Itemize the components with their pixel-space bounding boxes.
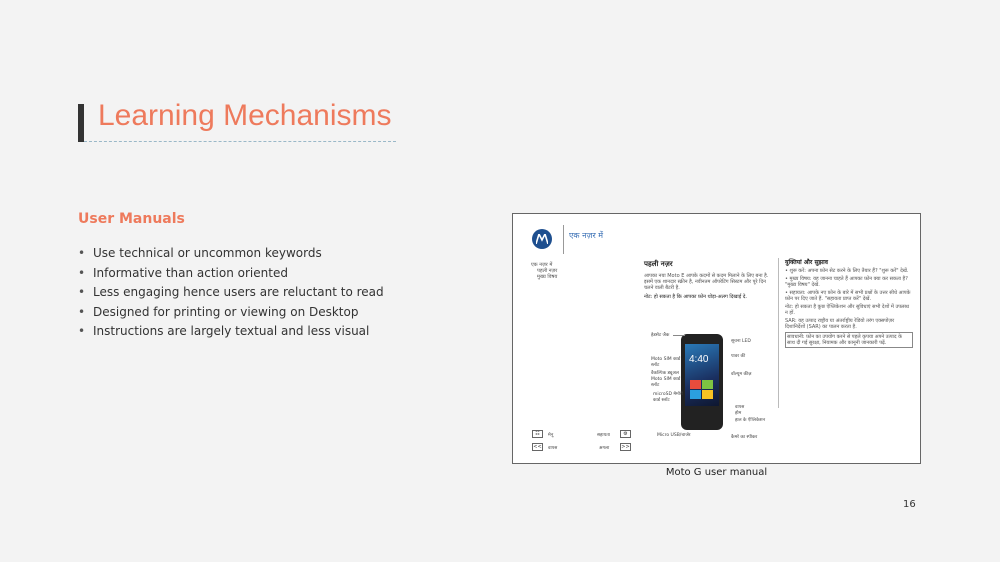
label-home: होम (735, 411, 742, 416)
back-icon[interactable]: << (533, 444, 542, 450)
label-dual-sim-slot: वैकल्पिक ड्यूअल Moto SIM कार्ड स्लॉट (651, 371, 681, 388)
manual-caution: सावधानी: फ़ोन का उपयोग करने से पहले कृपया अपने उत्पाद के साथ दी गई सुरक्षा, नियामक और कानूनी जानकारी पढ़ें. (785, 332, 913, 348)
bullet-item: • Instructions are largely textual and less visual (78, 322, 384, 342)
phone-screen (685, 344, 719, 406)
manual-screenshot (512, 213, 921, 464)
next-icon[interactable]: >> (621, 444, 630, 450)
bullet-item: • Informative than action oriented (78, 264, 384, 284)
image-caption: Moto G user manual (665, 467, 768, 478)
manual-note: नोट: हो सकता है कुछ ऐप्लिकेशन और सुविधाएं सभी देशों में उपलब्ध न हों. (785, 304, 910, 316)
manual-nav (531, 262, 557, 280)
manual-col2-title: युक्तियां और सुझाव (785, 259, 828, 266)
manual-nav-item[interactable]: एक नज़र में (531, 262, 553, 268)
label-microsd-slot: microSD मेमोरी कार्ड स्लॉट (653, 392, 683, 403)
column-divider (778, 258, 779, 408)
bullet-item: • Use technical or uncommon keywords (78, 244, 384, 264)
label-micro-usb: Micro USB/चार्जर (657, 433, 691, 438)
phone-clock: 4:40 (689, 354, 709, 365)
footer-menu-label: मेनू (548, 433, 554, 438)
manual-tip-item: • मुख्य विषय: यह जानना चाहते हैं आपका फ़ोन क्या कर सकता है? "मुख्य विषय" देखें. (785, 276, 908, 288)
label-headset-jack: हेडसेट जैक (651, 333, 670, 338)
phone-logo-tiles (690, 380, 714, 400)
label-speaker: कैमरे का स्पीकर (731, 435, 758, 440)
leader-line (673, 335, 685, 336)
label-power-key: पावर की (731, 354, 746, 359)
manual-col1-note: नोट: हो सकता है कि आपका फ़ोन थोड़ा-अलग दिखाई दे. (644, 294, 748, 300)
manual-header: एक नज़र में (569, 231, 604, 240)
label-volume-keys: वॉल्यूम कीज़ (731, 372, 752, 377)
label-sim-slot: Moto SIM कार्ड स्लॉट (651, 357, 681, 368)
manual-nav-item[interactable]: पहली नज़र (537, 268, 558, 274)
menu-icon[interactable]: ☷ (532, 430, 543, 438)
bullet-item: • Designed for printing or viewing on Desktop (78, 303, 384, 323)
header-divider (563, 225, 564, 254)
phone-illustration (681, 334, 723, 430)
title-underline (84, 141, 396, 142)
label-notification-led: सूचना LED (731, 339, 751, 344)
manual-sar: SAR: यह उत्पाद राष्ट्रीय या अंतर्राष्ट्रीय रेडियो तरंग एक्सपोज़र दिशानिर्देशों (SAR) का पालन करता है. (785, 318, 895, 330)
manual-tip-item: • शुरू करें: अपना फ़ोन सेट करने के लिए तैयार हैं? "शुरू करें" देखें. (785, 268, 909, 274)
motorola-logo-icon (532, 229, 552, 249)
footer-next-label: अगला (599, 446, 610, 451)
title-accent-bar (78, 104, 84, 142)
label-back: वापस (735, 405, 745, 410)
slide-title: Learning Mechanisms (98, 99, 392, 132)
manual-column-tips (785, 258, 913, 350)
page-number: 16 (903, 499, 916, 510)
footer-back-label: वापस (548, 446, 558, 451)
bullet-item: • Less engaging hence users are reluctant to read (78, 283, 384, 303)
manual-tip-item: • सहायता: आपके नए फ़ोन के बारे में सभी प्रश्नों के उत्तर सीधे आपके फ़ोन पर दिए जाते हैं. "सहायता प्राप्त करें" देखें. (785, 290, 911, 302)
section-heading: User Manuals (78, 211, 185, 227)
manual-column-first-look (644, 260, 769, 303)
footer-help-label: सहायता (597, 433, 610, 438)
manual-col1-title: पहली नज़र (644, 260, 673, 268)
manual-col1-text: आपका नया Moto E आपके कदमों से कदम मिलाने के लिए बना है. इसमें एक शानदार स्क्रीन है, नवीनतम ऑपरेटिंग सिस्टम और पूरे दिन चलने वाली बैटरी है. (644, 273, 769, 291)
manual-nav-item[interactable]: मुख्य विषय (537, 274, 558, 280)
label-recent-apps: हाल के ऐप्लिकेशन (735, 418, 766, 423)
help-icon[interactable]: ⚙ (620, 430, 631, 438)
bullet-list (78, 244, 384, 342)
